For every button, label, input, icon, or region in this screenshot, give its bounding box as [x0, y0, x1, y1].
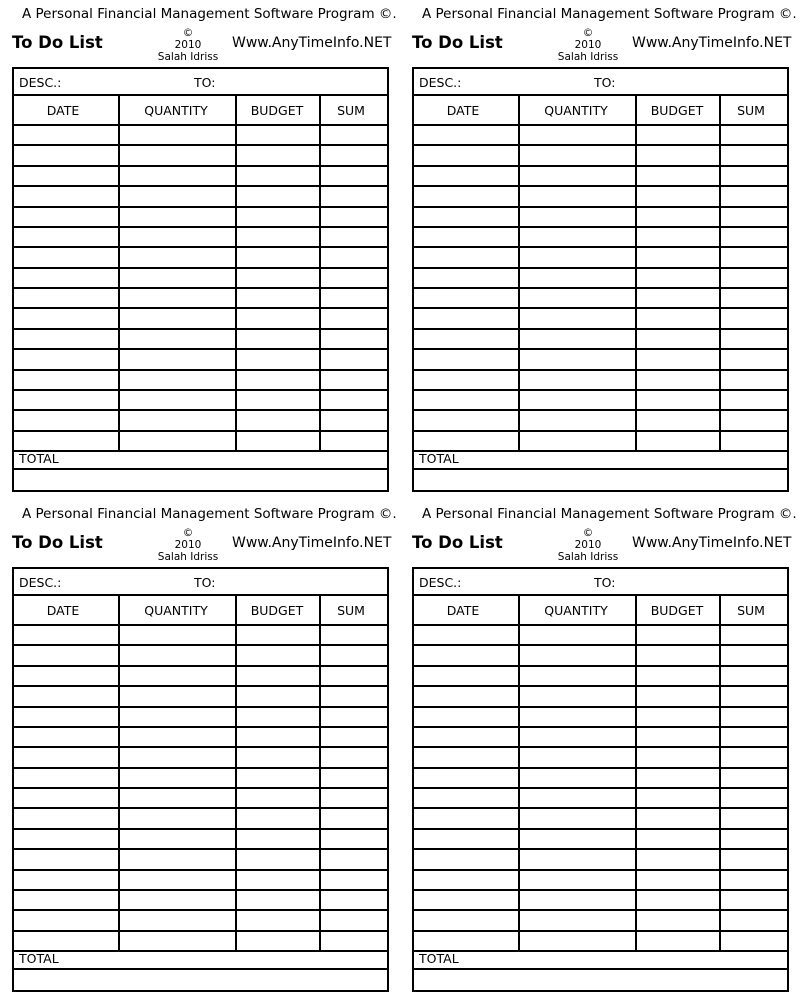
table-header-row	[414, 96, 787, 126]
table-row[interactable]	[14, 769, 387, 789]
table-row[interactable]	[414, 309, 787, 329]
table-row[interactable]	[414, 330, 787, 350]
list-title: To Do List	[412, 33, 503, 52]
column-divider	[319, 96, 321, 450]
table-row[interactable]	[14, 228, 387, 248]
table-row[interactable]	[414, 769, 787, 789]
table-row[interactable]	[14, 187, 387, 207]
ledger-table	[414, 596, 787, 952]
table-row[interactable]	[414, 830, 787, 850]
column-header: DATE	[46, 103, 80, 118]
desc-label: DESC.:	[419, 575, 462, 590]
copyright-year: 2010	[574, 39, 602, 51]
table-row[interactable]	[14, 687, 387, 707]
todo-sheet	[12, 500, 397, 994]
table-row[interactable]	[14, 126, 387, 146]
table-row[interactable]	[14, 269, 387, 289]
table-header-row	[14, 596, 387, 626]
ledger-form	[12, 67, 389, 492]
column-divider	[719, 96, 721, 450]
desc-row	[14, 69, 387, 96]
program-header: A Personal Financial Management Software Program ©.	[22, 6, 397, 22]
table-row[interactable]	[414, 167, 787, 187]
table-row[interactable]	[414, 809, 787, 829]
column-header: QUANTITY	[544, 603, 608, 618]
table-row[interactable]	[14, 289, 387, 309]
total-label: TOTAL	[19, 951, 59, 966]
desc-row	[14, 569, 387, 596]
website-link: Www.AnyTimeInfo.NET	[232, 535, 392, 551]
column-header: DATE	[446, 603, 480, 618]
website-link: Www.AnyTimeInfo.NET	[632, 35, 792, 51]
table-row[interactable]	[414, 208, 787, 228]
list-title: To Do List	[12, 533, 103, 552]
total-row	[414, 949, 787, 970]
table-row[interactable]	[14, 789, 387, 809]
table-row[interactable]	[14, 309, 387, 329]
table-row[interactable]	[414, 891, 787, 911]
total-label: TOTAL	[19, 451, 59, 466]
author-name: Salah Idriss	[157, 551, 219, 563]
table-row[interactable]	[414, 667, 787, 687]
copyright-symbol: ©	[182, 27, 194, 39]
table-row[interactable]	[414, 708, 787, 728]
todo-sheet	[12, 0, 397, 494]
total-row	[14, 949, 387, 970]
table-row[interactable]	[414, 228, 787, 248]
column-divider	[319, 596, 321, 950]
table-row[interactable]	[414, 269, 787, 289]
ledger-form	[12, 567, 389, 992]
copyright-symbol: ©	[582, 27, 594, 39]
copyright-year: 2010	[174, 39, 202, 51]
program-header: A Personal Financial Management Software Program ©.	[422, 6, 797, 22]
table-row[interactable]	[414, 350, 787, 370]
total-label: TOTAL	[419, 951, 459, 966]
ledger-form	[412, 67, 789, 492]
column-divider	[235, 96, 237, 450]
desc-row	[414, 69, 787, 96]
table-row[interactable]	[14, 748, 387, 768]
copyright-symbol: ©	[582, 527, 594, 539]
table-row[interactable]	[14, 708, 387, 728]
column-divider	[118, 596, 120, 950]
copyright-credit	[153, 27, 223, 63]
copyright-year: 2010	[574, 539, 602, 551]
table-row[interactable]	[14, 830, 387, 850]
table-row[interactable]	[414, 911, 787, 931]
copyright-credit	[553, 527, 623, 563]
desc-label: DESC.:	[19, 75, 62, 90]
table-row[interactable]	[14, 208, 387, 228]
column-header: DATE	[446, 103, 480, 118]
table-row[interactable]	[14, 391, 387, 411]
total-row	[414, 449, 787, 470]
table-row[interactable]	[414, 789, 787, 809]
table-row[interactable]	[14, 411, 387, 431]
table-row[interactable]	[14, 728, 387, 748]
column-header: QUANTITY	[144, 103, 208, 118]
column-header: BUDGET	[650, 603, 704, 618]
copyright-year: 2010	[174, 539, 202, 551]
todo-sheet	[412, 0, 797, 494]
table-row[interactable]	[414, 748, 787, 768]
table-row[interactable]	[14, 167, 387, 187]
column-divider	[635, 596, 637, 950]
column-header: SUM	[737, 603, 765, 618]
column-divider	[518, 96, 520, 450]
table-header-row	[14, 96, 387, 126]
table-header-row	[414, 596, 787, 626]
to-label: TO:	[194, 75, 216, 90]
todo-sheet	[412, 500, 797, 994]
list-title: To Do List	[412, 533, 503, 552]
desc-label: DESC.:	[19, 575, 62, 590]
table-row[interactable]	[14, 248, 387, 268]
table-row[interactable]	[414, 126, 787, 146]
to-label: TO:	[594, 575, 616, 590]
table-row[interactable]	[414, 289, 787, 309]
table-row[interactable]	[414, 728, 787, 748]
table-row[interactable]	[414, 626, 787, 646]
column-divider	[235, 596, 237, 950]
author-name: Salah Idriss	[557, 51, 619, 63]
desc-row	[414, 569, 787, 596]
table-row[interactable]	[414, 248, 787, 268]
column-header: BUDGET	[650, 103, 704, 118]
table-row[interactable]	[14, 626, 387, 646]
ledger-form	[412, 567, 789, 992]
table-row[interactable]	[414, 187, 787, 207]
column-divider	[518, 596, 520, 950]
table-row[interactable]	[14, 871, 387, 891]
column-header: BUDGET	[250, 603, 304, 618]
total-label: TOTAL	[419, 451, 459, 466]
table-row[interactable]	[414, 371, 787, 391]
total-row	[14, 449, 387, 470]
to-label: TO:	[194, 575, 216, 590]
desc-label: DESC.:	[419, 75, 462, 90]
table-row[interactable]	[14, 809, 387, 829]
copyright-credit	[153, 527, 223, 563]
table-row[interactable]	[14, 911, 387, 931]
ledger-table	[14, 596, 387, 952]
column-divider	[118, 96, 120, 450]
table-row[interactable]	[14, 350, 387, 370]
table-row[interactable]	[414, 411, 787, 431]
copyright-symbol: ©	[182, 527, 194, 539]
table-row[interactable]	[414, 646, 787, 666]
author-name: Salah Idriss	[157, 51, 219, 63]
column-divider	[635, 96, 637, 450]
column-header: DATE	[46, 603, 80, 618]
table-row[interactable]	[14, 891, 387, 911]
ledger-table	[14, 96, 387, 452]
table-row[interactable]	[414, 391, 787, 411]
table-row[interactable]	[414, 850, 787, 870]
to-label: TO:	[594, 75, 616, 90]
copyright-credit	[553, 27, 623, 63]
ledger-table	[414, 96, 787, 452]
table-row[interactable]	[414, 146, 787, 166]
website-link: Www.AnyTimeInfo.NET	[632, 535, 792, 551]
column-header: QUANTITY	[544, 103, 608, 118]
website-link: Www.AnyTimeInfo.NET	[232, 35, 392, 51]
column-header: SUM	[337, 603, 365, 618]
program-header: A Personal Financial Management Software Program ©.	[422, 506, 797, 522]
table-row[interactable]	[14, 646, 387, 666]
author-name: Salah Idriss	[557, 551, 619, 563]
column-header: SUM	[737, 103, 765, 118]
table-row[interactable]	[14, 146, 387, 166]
column-divider	[719, 596, 721, 950]
column-header: BUDGET	[250, 103, 304, 118]
table-row[interactable]	[414, 687, 787, 707]
table-row[interactable]	[14, 330, 387, 350]
table-row[interactable]	[14, 667, 387, 687]
column-header: QUANTITY	[144, 603, 208, 618]
list-title: To Do List	[12, 33, 103, 52]
program-header: A Personal Financial Management Software Program ©.	[22, 506, 397, 522]
table-row[interactable]	[414, 871, 787, 891]
column-header: SUM	[337, 103, 365, 118]
table-row[interactable]	[14, 371, 387, 391]
table-row[interactable]	[14, 850, 387, 870]
